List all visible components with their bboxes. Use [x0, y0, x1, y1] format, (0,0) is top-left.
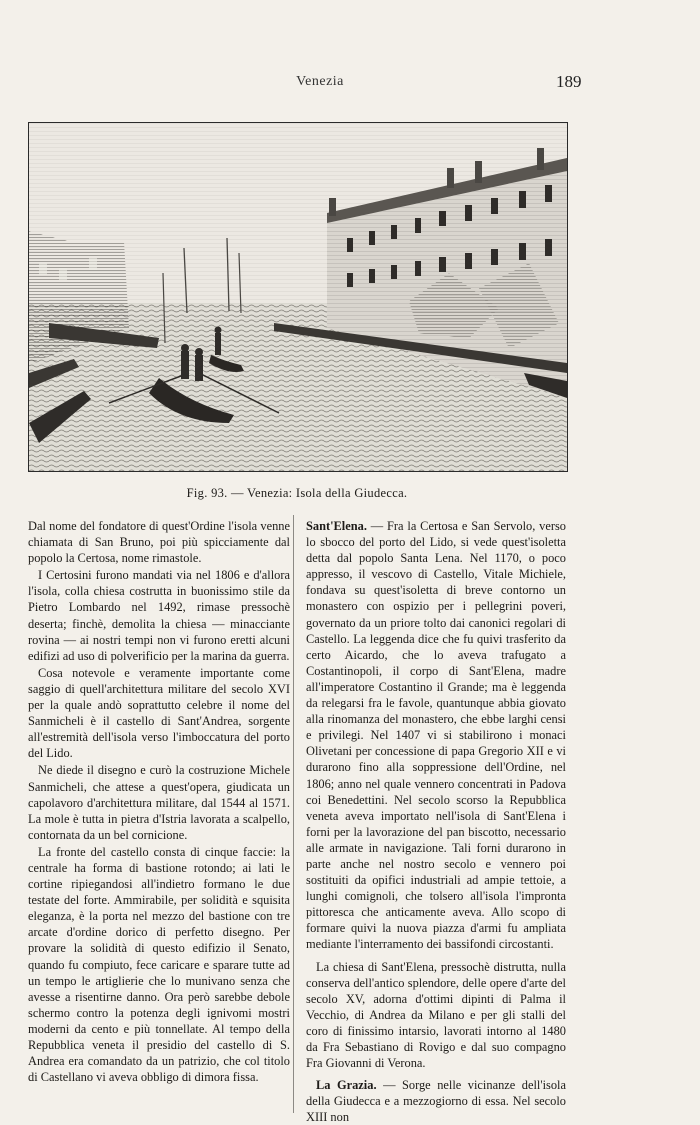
section-text: — Fra la Certosa e San Servolo, verso lo sbocco del porto del Lido, si vede quest'isoletta detta dal popolo Santa Lena. Nel 1170, o poco appresso, il vescovo di Castello, Vitale Michiele, fondava su quest'isoletta di breve contorno un monastero con ospizio per i pellegrini poveri, governato da un priore tolto dai canonici regolari di Castello. La leggenda dice che fu quivi trasferito da certo Aicardo, che lo aveva trafugato a Costantinopoli, il corpo di Sant'Elena, madre all'imperatore Costantino il Grande; ma è leggenda da relegarsi fra le favole, quantunque abbia giovato alla rinomanza del monastero, che ebbe larghi censi e privilegi. Nel 1407 vi si stabilirono i monaci Olivetani per concessione di papa Gregorio XII e vi durarono fino alla soppressione dell'Ordine, nel 1806; anno nel quale vennero concentrati in Padova coi Benedettini. Nel secolo scorso la Repubblica veneta aveva importato nell'isola di Sant'Elena i forni per la lavorazione del pan biscotto, necessario alle armate in navigazione. Tali forni durarono in parte anche nel nostro secolo e vennero poi sostituiti da opifici industriali ad ampie tettoie, a lunghi comignoli, che tolsero all'isola l'impronta pittoresca che anticamente aveva. Allo scopo di formare quivi la nuova piazza d'armi fu ampliata mediante l'interramento dei bassifondi circostanti.	[306, 519, 566, 952]
section-text: — Sorge nelle vicinanze dell'isola della Giudecca e a mezzogiorno di essa. Nel secolo XIII non	[306, 1078, 566, 1125]
venice-canal-engraving	[29, 123, 567, 471]
section-sant-elena	[306, 518, 566, 953]
section-heading: La Grazia.	[316, 1078, 377, 1093]
paragraph: Ne diede il disegno e curò la costruzione Michele Sanmicheli, che attese a quest'opera, giudicata un capolavoro d'architettura militare, dal 1544 al 1571. La mole è tutta in pietra d'Istria lavorata a scalpello, contornata da un bel cornicione.	[28, 763, 290, 842]
right-column	[306, 518, 566, 1125]
paragraph: La chiesa di Sant'Elena, pressochè distrutta, nulla conserva dell'antico splendore, delle opere d'arte del secolo XV, adorna d'ottimi dipinti di Palma il Vecchio, di Andrea da Milano e per gli stalli del coro di finissimo intarsio, lavorati intorno al 1480 da Fra Sebastiano di Rovigo e dal suo compagno Fra Giovanni di Verona.	[306, 959, 566, 1071]
paragraph: Dal nome del fondatore di quest'Ordine l'isola venne chiamata di San Bruno, poi più spicciamente dal popolo la Certosa, nome rimastole.	[28, 519, 290, 566]
figure-caption: Fig. 93. — Venezia: Isola della Giudecca.	[186, 486, 408, 500]
paragraph: I Certosini furono mandati via nel 1806 e d'allora l'isola, colla chiesa costrutta in buonissimo stile da Pietro Lombardo nel 1492, rimase pressochè deserta; finchè, demolita la chiesa — minacciante rovina — ai nostri tempi non vi furono eretti alcuni edifizi ad uso di polverificio per la marina da guerra.	[28, 568, 290, 663]
column-divider	[293, 515, 294, 1113]
section-la-grazia	[306, 1077, 566, 1125]
paragraph: Cosa notevole e veramente importante come saggio di quell'architettura militare del secolo XVI per la quale andò soprattutto celebre il nome del Sanmicheli è il castello di Sant'Andrea, sorgente all'estremità dell'isola verso l'imboccatura del porto del Lido.	[28, 665, 290, 761]
paragraph: La fronte del castello consta di cinque faccie: la centrale ha forma di bastione rotondo; ai lati le cortine ripiegandosi all'indietro formano le due testate del forte. Ammirabile, per solidità e squisita eleganza, è la porta nel mezzo del bastione con tre arcate d'ordine dorico di perfetto disegno. Per provare la solidità di questo edifizio il Senato, quando fu compiuto, fece caricare e sparare tutte ad un tempo le artiglierie che lo munivano senza che avesse a risentirne danno. Ora però sarebbe debole schermo contro la potenza degli ignivomi mostri moderni da cento e più tonnellate. Al tempo della Repubblica veneta il presidio del castello di S. Andrea era comandato da un patrizio, che col titolo di Castellano vi aveva obbligo di dimora fissa.	[28, 844, 290, 1085]
figure-illustration	[28, 122, 568, 472]
section-heading: Sant'Elena.	[306, 519, 367, 533]
page-number: 189	[556, 72, 582, 91]
running-title: Venezia	[296, 74, 344, 89]
left-column	[28, 518, 290, 1085]
